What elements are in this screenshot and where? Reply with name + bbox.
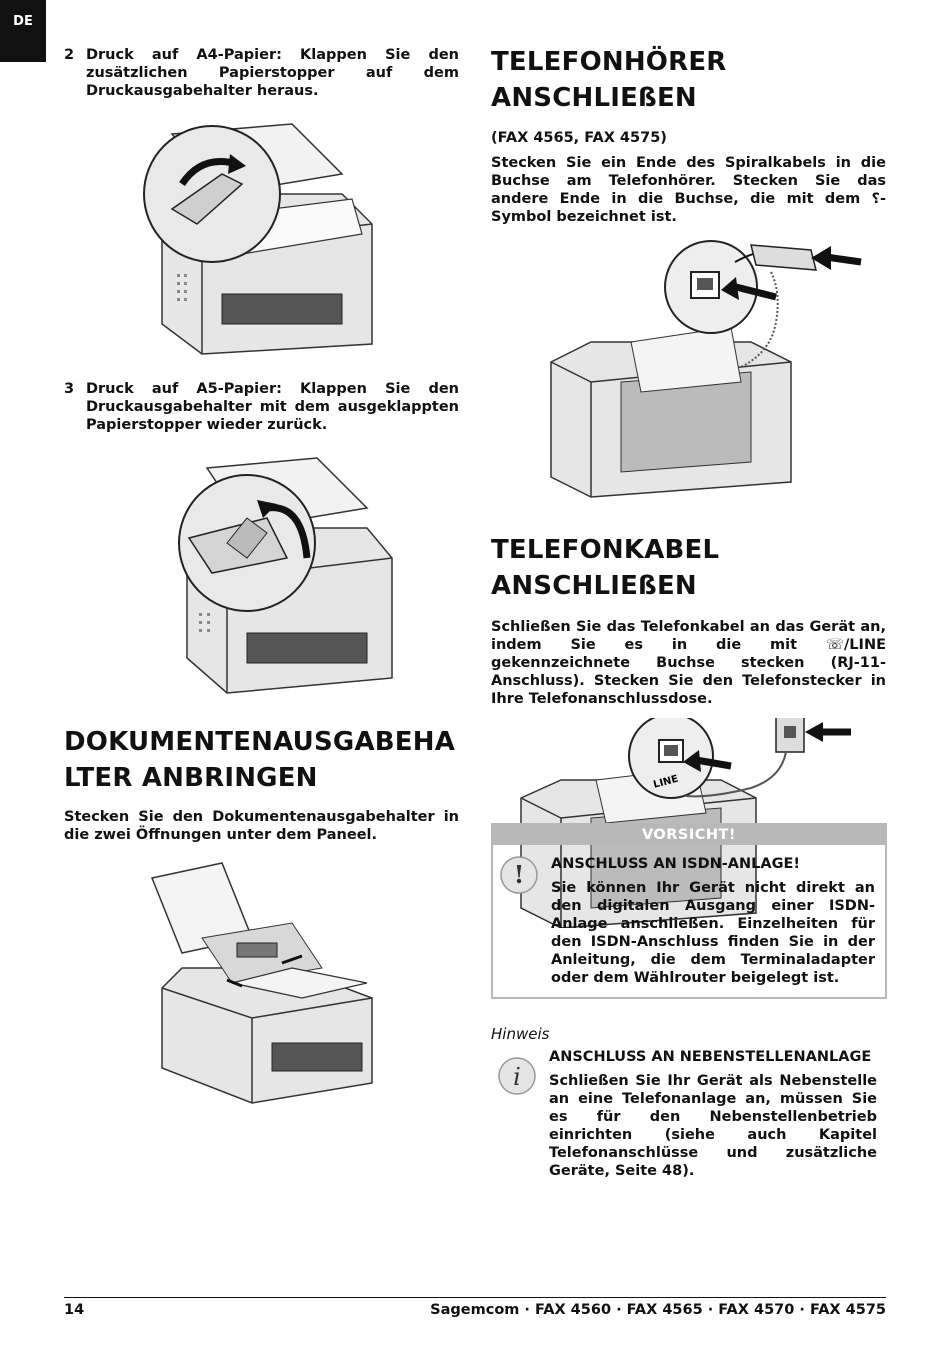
caution-box xyxy=(491,823,887,999)
hint-title: ANSCHLUSS AN NEBENSTELLENANLAGE xyxy=(549,1049,872,1065)
step-text: Klappen Sie den Druckausgabehalter mit dem ausgeklappten Papierstopper wieder zurück. xyxy=(86,381,460,433)
page-number: 14 xyxy=(64,1302,85,1318)
step-number: 3 xyxy=(64,381,75,397)
left-column xyxy=(64,46,459,1108)
document-holder-text: Stecken Sie den Dokumentenausgabehalter in die zwei Öffnungen unter dem Paneel. xyxy=(64,809,459,843)
printer-a4-stopper-figure xyxy=(142,114,382,364)
line-label: /LINE xyxy=(844,637,886,653)
caution-header: VORSICHT! xyxy=(493,825,885,845)
printer-document-holder-figure xyxy=(142,858,382,1108)
info-icon xyxy=(491,1048,549,1180)
hint-label: Hinweis xyxy=(491,1025,550,1043)
models-note: (FAX 4565, FAX 4575) xyxy=(491,130,667,146)
handset-jack-icon: ⸮ xyxy=(871,191,880,207)
step-2 xyxy=(64,46,459,100)
language-tab-label: DE xyxy=(13,14,33,29)
svg-text:!: ! xyxy=(513,860,525,889)
line-jack-icon: ☏ xyxy=(825,637,845,653)
chapter-reference-link[interactable]: Telefonanschlüsse und zusätzliche Geräte xyxy=(549,1145,877,1179)
phone-cable-text: Schließen Sie das Telefonkabel an das Gerät an, indem Sie es in die mit ☏/LINE gekennzeichnete Buchse stecken (RJ-11-Anschluss). Stecken Sie den Telefonstecker in Ihre Telefonanschlussdose. xyxy=(491,619,886,707)
step-label: Druck auf A5-Papier: xyxy=(86,381,282,397)
svg-text:i: i xyxy=(513,1063,521,1091)
right-column xyxy=(491,44,886,928)
language-tab xyxy=(0,0,46,62)
handset-text: Stecken Sie ein Ende des Spiralkabels in die Buchse am Telefonhörer. Stecken Sie das andere Ende in die Buchse, die mit dem ⸮-Symbol bezeichnet ist. xyxy=(491,155,886,225)
heading-handset: TELEFONHÖRER ANSCHLIEßEN xyxy=(491,47,727,113)
footer-divider xyxy=(64,1297,886,1298)
hint-text: Schließen Sie Ihr Gerät als Nebenstelle an eine Telefonanlage an, müssen Sie es für den Nebenstellenbetrieb einrichten (siehe auch Kapitel Telefonanschlüsse und zusätzliche Geräte, Seite 48). xyxy=(549,1073,877,1179)
heading-document-holder: DOKUMENTENAUSGABEHALTER ANBRINGEN xyxy=(64,727,456,793)
product-footer: Sagemcom · FAX 4560 · FAX 4565 · FAX 4570 · FAX 4575 xyxy=(430,1302,886,1318)
caution-text: Sie können Ihr Gerät nicht direkt an den digitalen Ausgang einer ISDN-Anlage anschließen. Einzelheiten für den ISDN-Anschluss finden Sie in der Anleitung, die dem Terminaladapter oder dem Wählrouter beigelegt ist. xyxy=(551,880,875,986)
printer-a5-stopper-figure xyxy=(127,448,397,698)
hint-box xyxy=(491,1048,887,1180)
step-label: Druck auf A4-Papier: xyxy=(86,47,282,63)
step-number: 2 xyxy=(64,47,75,63)
step-text: Klappen Sie den zusätzlichen Papierstopper auf dem Druckausgabehalter heraus. xyxy=(86,47,460,99)
step-3 xyxy=(64,380,459,434)
handset-connection-figure xyxy=(531,232,891,502)
exclamation-icon xyxy=(499,855,551,987)
figure-line-label: LINE xyxy=(652,773,680,791)
heading-phone-cable: TELEFONKABEL ANSCHLIEßEN xyxy=(491,535,720,601)
caution-title: ANSCHLUSS AN ISDN-ANLAGE! xyxy=(551,856,801,872)
